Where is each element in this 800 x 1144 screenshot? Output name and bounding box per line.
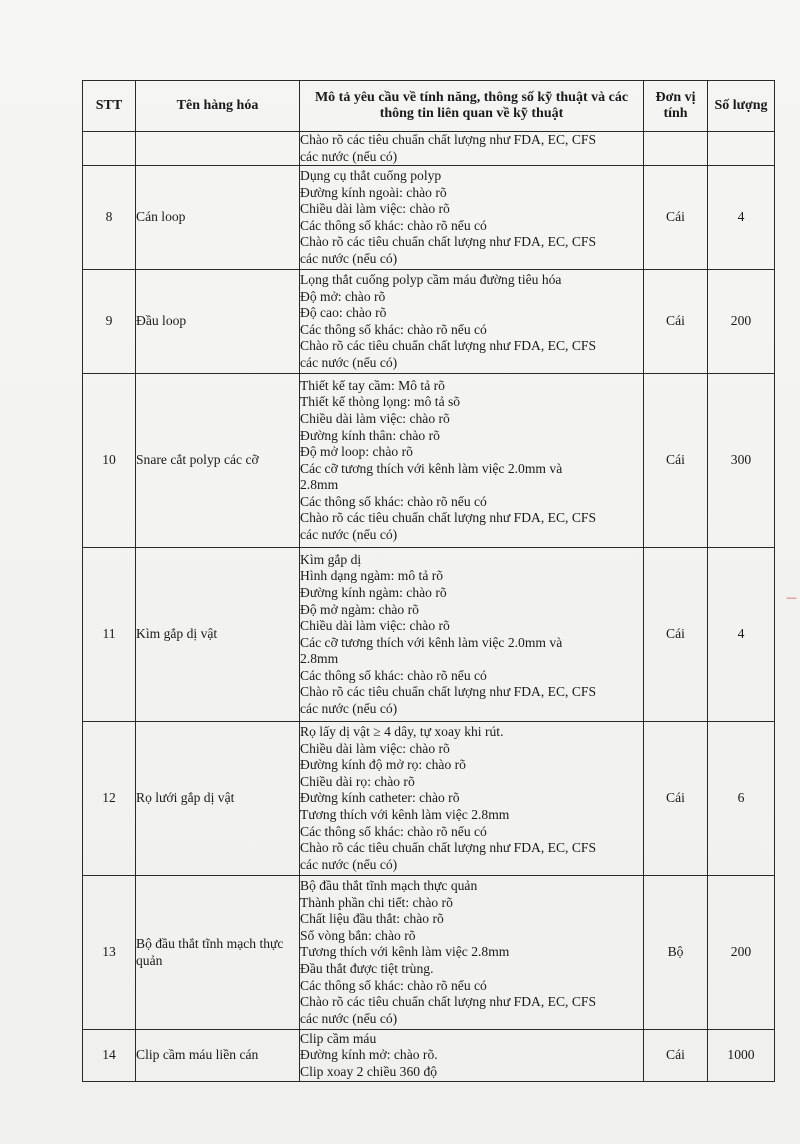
row-description — [300, 1030, 644, 1082]
description-line: Các thông số khác: chào rõ nếu có — [300, 321, 487, 337]
description-line: Kìm gắp dị — [300, 551, 362, 567]
row-quantity: 1000 — [708, 1030, 775, 1082]
description-line: Chào rõ các tiêu chuẩn chất lượng như FDA, EC, CFS — [300, 840, 597, 856]
row-stt: 9 — [83, 270, 136, 374]
row-stt: 14 — [83, 1030, 136, 1082]
row-stt: 10 — [83, 374, 136, 548]
row-name: Bộ đầu thắt tĩnh mạch thực quản — [136, 876, 300, 1030]
description-line: Đường kính độ mở rọ: chào rõ — [300, 757, 466, 773]
description-line: Chiều dài làm việc: chào rõ — [300, 410, 450, 426]
row-name — [136, 132, 300, 166]
row-description — [300, 876, 644, 1030]
description-line: Độ mở loop: chào rõ — [300, 444, 413, 460]
row-name: Rọ lưới gắp dị vật — [136, 722, 300, 876]
description-line: Rọ lấy dị vật ≥ 4 dây, tự xoay khi rút. — [300, 724, 504, 740]
row-stt: 13 — [83, 876, 136, 1030]
description-line: Clip cầm máu — [300, 1030, 377, 1046]
description-line: các nước (nếu có) — [300, 148, 398, 164]
row-quantity — [708, 132, 775, 166]
table-row — [83, 876, 775, 1030]
description-line: Các cỡ tương thích với kênh làm việc 2.0mm và — [300, 460, 563, 476]
description-line: Độ cao: chào rõ — [300, 305, 387, 321]
description-line: Chào rõ các tiêu chuẩn chất lượng như FDA, EC, CFS — [300, 132, 597, 147]
description-line: Tương thích với kênh làm việc 2.8mm — [300, 944, 510, 960]
table-row — [83, 166, 775, 270]
description-line: Chất liệu đầu thắt: chào rõ — [300, 911, 444, 927]
description-line: 2.8mm — [300, 477, 339, 493]
header-qty: Số lượng — [708, 81, 775, 132]
row-stt — [83, 132, 136, 166]
description-line: các nước (nếu có) — [300, 701, 398, 717]
description-line: Độ mở: chào rõ — [300, 288, 386, 304]
description-line: Các thông số khác: chào rõ nếu có — [300, 667, 487, 683]
row-description — [300, 374, 644, 548]
description-line: Đường kính catheter: chào rõ — [300, 790, 460, 806]
description-line: Chiều dài rọ: chào rõ — [300, 773, 415, 789]
description-line: các nước (nếu có) — [300, 354, 398, 370]
table-row — [83, 374, 775, 548]
description-line: Chiều dài làm việc: chào rõ — [300, 618, 450, 634]
description-line: Đường kính thân: chào rõ — [300, 427, 440, 443]
row-name: Kìm gắp dị vật — [136, 548, 300, 722]
row-name: Clip cầm máu liền cán — [136, 1030, 300, 1082]
row-unit: Bộ — [644, 876, 708, 1030]
description-line: Đường kính ngàm: chào rõ — [300, 584, 447, 600]
header-unit: Đơn vị tính — [644, 81, 708, 132]
row-description — [300, 270, 644, 374]
row-quantity: 4 — [708, 166, 775, 270]
description-line: Chiều dài làm việc: chào rõ — [300, 201, 450, 217]
description-line: Dụng cụ thắt cuống polyp — [300, 167, 442, 183]
description-line: Chào rõ các tiêu chuẩn chất lượng như FDA, EC, CFS — [300, 994, 597, 1010]
table-row — [83, 548, 775, 722]
table-row — [83, 270, 775, 374]
row-stt: 8 — [83, 166, 136, 270]
description-line: các nước (nếu có) — [300, 527, 398, 543]
row-unit: Cái — [644, 722, 708, 876]
header-desc: Mô tả yêu cầu về tính năng, thông số kỹ thuật và các thông tin liên quan về kỹ thuật — [300, 81, 644, 132]
row-unit: Cái — [644, 374, 708, 548]
description-line: Chào rõ các tiêu chuẩn chất lượng như FDA, EC, CFS — [300, 684, 597, 700]
description-line: các nước (nếu có) — [300, 856, 398, 872]
row-quantity: 300 — [708, 374, 775, 548]
description-line: Lọng thắt cuống polyp cầm máu đường tiêu hóa — [300, 271, 562, 287]
row-unit: Cái — [644, 166, 708, 270]
specification-table — [82, 80, 775, 1082]
row-unit: Cái — [644, 1030, 708, 1082]
description-line: Các cỡ tương thích với kênh làm việc 2.0mm và — [300, 634, 563, 650]
table-header-row — [83, 81, 775, 132]
description-line: Clip xoay 2 chiều 360 độ — [300, 1063, 438, 1079]
row-unit: Cái — [644, 548, 708, 722]
description-line: Đường kính ngoài: chào rõ — [300, 184, 447, 200]
description-line: Chiều dài làm việc: chào rõ — [300, 740, 450, 756]
description-line: Thiết kế thòng lọng: mô tả sõ — [300, 394, 461, 410]
description-line: Chào rõ các tiêu chuẩn chất lượng như FDA, EC, CFS — [300, 338, 597, 354]
description-line: Đầu thắt được tiệt trùng. — [300, 960, 434, 976]
table-row — [83, 1030, 775, 1082]
row-unit — [644, 132, 708, 166]
description-line: Thành phần chi tiết: chào rõ — [300, 894, 453, 910]
description-line: 2.8mm — [300, 651, 339, 667]
row-stt: 12 — [83, 722, 136, 876]
description-line: Các thông số khác: chào rõ nếu có — [300, 493, 487, 509]
description-line: Chào rõ các tiêu chuẩn chất lượng như FDA, EC, CFS — [300, 510, 597, 526]
description-line: các nước (nếu có) — [300, 1010, 398, 1026]
row-description — [300, 722, 644, 876]
description-line: Các thông số khác: chào rõ nếu có — [300, 977, 487, 993]
row-description — [300, 132, 644, 166]
red-stamp-fragment: — — [786, 591, 797, 604]
row-unit: Cái — [644, 270, 708, 374]
row-quantity: 200 — [708, 270, 775, 374]
description-line: Các thông số khác: chào rõ nếu có — [300, 823, 487, 839]
description-line: các nước (nếu có) — [300, 250, 398, 266]
table-row — [83, 722, 775, 876]
row-quantity: 6 — [708, 722, 775, 876]
row-name: Snare cắt polyp các cỡ — [136, 374, 300, 548]
row-description — [300, 548, 644, 722]
description-line: Bộ đầu thắt tĩnh mạch thực quản — [300, 878, 478, 894]
table-row — [83, 132, 775, 166]
description-line: Số vòng bắn: chào rõ — [300, 927, 416, 943]
table-body — [83, 132, 775, 1082]
description-line: Hình dạng ngàm: mô tả rõ — [300, 568, 444, 584]
row-quantity: 200 — [708, 876, 775, 1030]
header-stt: STT — [83, 81, 136, 132]
description-line: Độ mở ngàm: chào rõ — [300, 601, 419, 617]
row-name: Cán loop — [136, 166, 300, 270]
description-line: Tương thích với kênh làm việc 2.8mm — [300, 806, 510, 822]
description-line: Thiết kế tay cầm: Mô tả rõ — [300, 377, 445, 393]
row-quantity: 4 — [708, 548, 775, 722]
row-stt: 11 — [83, 548, 136, 722]
description-line: Đường kính mở: chào rõ. — [300, 1047, 438, 1063]
row-name: Đầu loop — [136, 270, 300, 374]
description-line: Chào rõ các tiêu chuẩn chất lượng như FDA, EC, CFS — [300, 234, 597, 250]
row-description — [300, 166, 644, 270]
header-name: Tên hàng hóa — [136, 81, 300, 132]
description-line: Các thông số khác: chào rõ nếu có — [300, 217, 487, 233]
